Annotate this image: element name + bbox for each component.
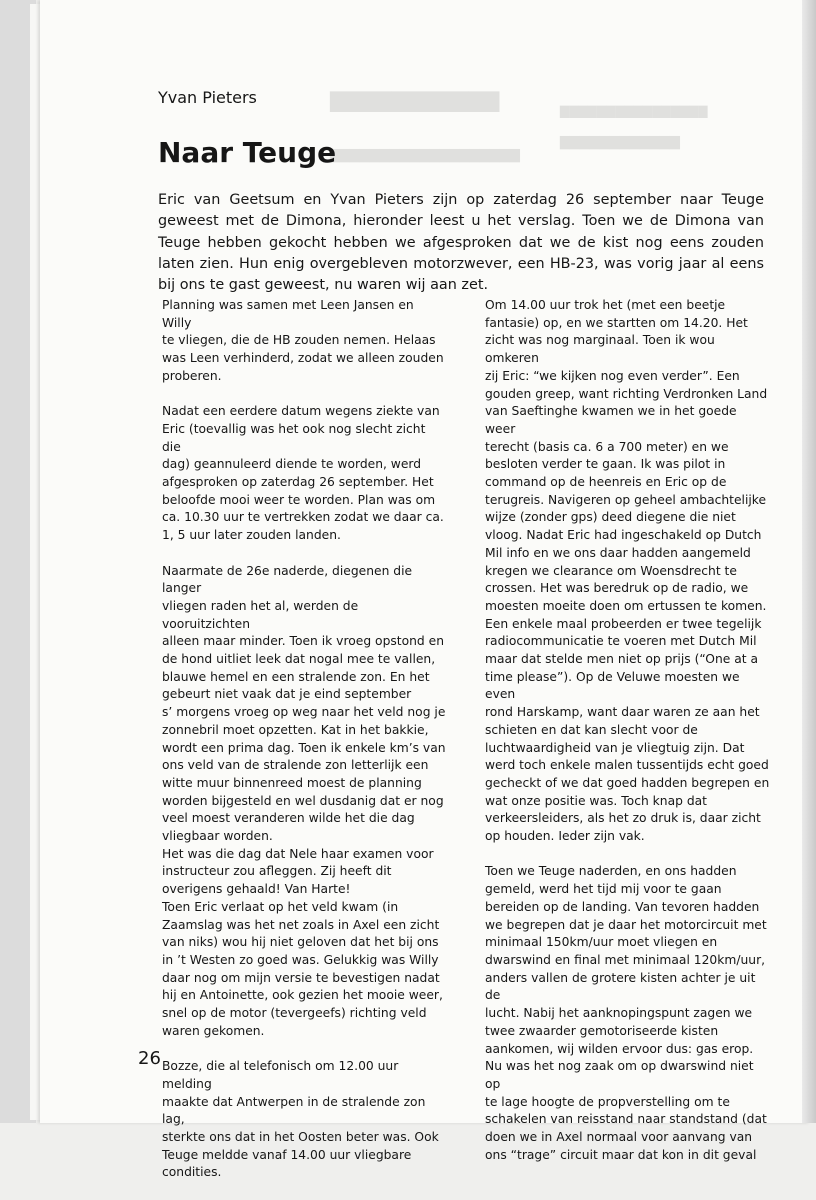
paragraph: Naarmate de 26e naderde, diegenen die langer vliegen raden het al, werden de vooruitzichten alleen maar minder. Toen ik vroeg opstond en de hond uitliet leek dat nogal mee te vallen, blauwe hemel en een stralende zon. En het gebeurt niet vaak dat je eind september s’ morgens vroeg op weg naar het veld nog je zonnebril moet opzetten. Kat in het bakkie, wordt een prima dag. Toen ik enkele km’s van ons veld van de stralende zon letterlijk een witte muur binnenreed moest de planning worden bijgesteld en wel dusdanig dat er nog veel moest veranderen wilde het die dag vliegbaar worden. bbox=[162, 563, 446, 844]
paragraph: Bozze, die al telefonisch om 12.00 uur melding maakte dat Antwerpen in de stralende zon lag, sterkte ons dat in het Oosten beter was. Ook Teuge meldde vanaf 14.00 uur vliegbare condities. bbox=[162, 1059, 439, 1180]
article-title: Naar Teuge bbox=[158, 136, 337, 169]
paragraph: Om 14.00 uur trok het (met een beetje fantasie) op, en we startten om 14.20. Het zicht was nog marginaal. Toen ik wou omkeren zij Eric: “we kijken nog even verder”. Een gouden greep, want richting Verdronken Land van Saeftinghe kwamen we in het goede weer terecht (basis ca. 6 a 700 meter) en we besloten verder te gaan. Ik was pilot in command op de heenreis en Eric op de terugreis. Navigeren op geheel ambachtelijke wijze (zonder gps) deed diegene die niet vloog. Nadat Eric had ingeschakeld op Dutch Mil info en we ons daar hadden aangemeld kregen we clearance om Woensdrecht te crossen. Het was beredruk op de radio, we moesten moeite doen om ertussen te komen. Een enkele maal probeerden er twee tegelijk radiocommunicatie te voeren met Dutch Mil maar dat stelde men niet op prijs (“One at a time please”). Op de Veluwe moesten we even rond Harskamp, want daar waren ze aan het schieten en dat kan slecht voor de luchtwaardigheid van je vliegtuig zijn. Dat werd toch enkele malen tussentijds echt goed gecheckt of we dat goed hadden begrepen en wat onze positie was. Toch knap dat verkeersleiders, als het zo druk is, daar zicht op houden. Ieder zijn vak. bbox=[485, 298, 770, 844]
article-intro: Eric van Geetsum en Yvan Pieters zijn op zaterdag 26 september naar Teuge geweest met de Dimona, hieronder leest u het verslag. Toen we de Dimona van Teuge hebben gekocht hebben we afgesproken dat we de kist nog eens zouden laten zien. Hun enig overgebleven motorzwever, een HB-23, was vorig jaar al eens bij ons te gast geweest, nu waren wij aan zet. bbox=[158, 192, 764, 294]
left-column bbox=[162, 297, 447, 1200]
author-name: Yvan Pieters bbox=[158, 88, 257, 107]
page-number: 26 bbox=[138, 1048, 161, 1069]
paragraph: Toen we Teuge naderden, en ons hadden gemeld, werd het tijd mij voor te gaan bereiden op de landing. Van tevoren hadden we begrepen dat je daar het motorcircuit met minimaal 150km/uur moet vliegen en dwarswind en final met minimaal 120km/uur, anders vallen de grotere kisten achter je uit de lucht. Nabij het aanknopingspunt zagen we twee zwaarder gemotoriseerde kisten aankomen, wij wilden ervoor dus: gas erop. Nu was het nog zaak om op dwarswind niet op te lage hoogte de propverstelling om te schakelen van reisstand naar standstand (dat doen we in Axel normaal voor aanvang van ons “trage” circuit maar dat kon in dit geval bbox=[485, 864, 767, 1162]
paragraph: Planning was samen met Leen Jansen en Willy te vliegen, die de HB zouden nemen. Helaas was Leen verhinderd, zodat we alleen zouden proberen. bbox=[162, 298, 444, 383]
scan-right-edge bbox=[802, 0, 816, 1123]
right-column bbox=[485, 297, 770, 1182]
paragraph: Toen Eric verlaat op het veld kwam (in Zaamslag was het net zoals in Axel een zicht van niks) wou hij niet geloven dat het bij ons in ’t Westen zo goed was. Gelukkig was Willy daar nog om mijn versie te bevestigen nadat hij en Antoinette, ook gezien het mooie weer, snel op de motor (tevergeefs) richting veld waren gekomen. bbox=[162, 899, 443, 1038]
paragraph: Nadat een eerdere datum wegens ziekte van Eric (toevallig was het ook nog slecht zicht die dag) geannuleerd diende te worden, werd afgesproken op zaterdag 26 september. Het beloofde mooi weer te worden. Plan was om ca. 10.30 uur te vertrekken zodat we daar ca. 1, 5 uur later zouden landen. bbox=[162, 404, 444, 543]
paragraph: Het was die dag dat Nele haar examen voor instructeur zou afleggen. Zij heeft dit overigens gehaald! Van Harte! bbox=[162, 846, 434, 897]
